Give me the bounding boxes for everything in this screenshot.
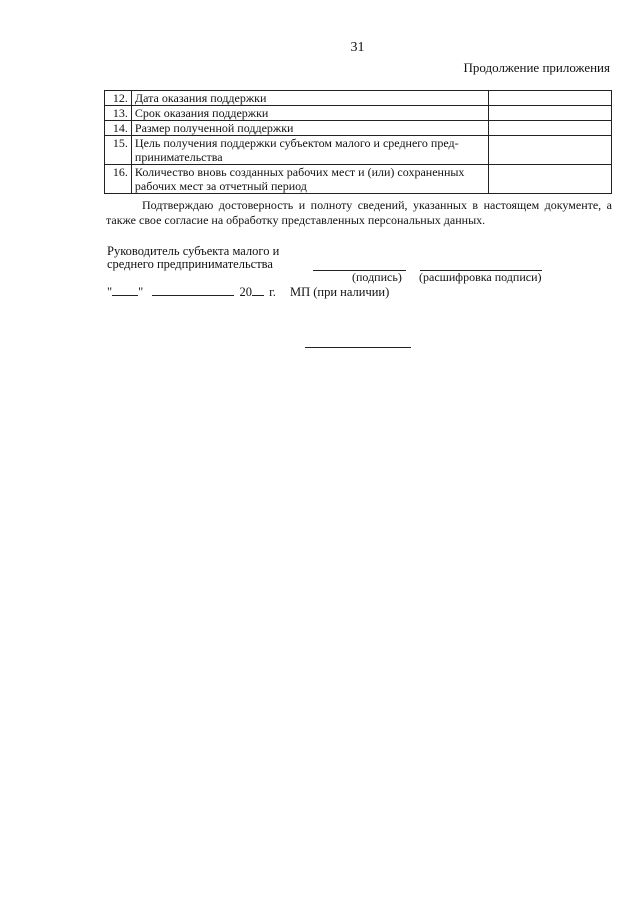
row-value [489, 91, 612, 106]
row-value [489, 106, 612, 121]
row-number: 13. [105, 106, 132, 121]
confirmation-paragraph: Подтверждаю достоверность и полноту сведений, указанных в настоящем документе, а также свое согласие на обработку представленных персональных данных. [106, 198, 612, 227]
row-value [489, 121, 612, 136]
head-title-line-1: Руководитель субъекта малого и [107, 244, 280, 258]
table-row [105, 106, 612, 121]
table-row [105, 91, 612, 106]
stamp-label: МП (при наличии) [290, 285, 390, 299]
support-table [104, 90, 612, 194]
head-title [107, 245, 279, 271]
day-blank[interactable] [112, 285, 138, 296]
date-line [107, 285, 276, 300]
row-label: Количество вновь созданных рабочих мест и (или) сохраненных рабочих мест за отчетный период [131, 165, 489, 194]
date-open-quote: " [107, 285, 113, 299]
row-value [489, 165, 612, 194]
signature-caption: (подпись) [352, 270, 402, 284]
table-row [105, 165, 612, 194]
continuation-label: Продолжение приложения [463, 60, 610, 75]
row-label: Срок оказания поддержки [131, 106, 489, 121]
row-number: 14. [105, 121, 132, 136]
date-close-quote: " [138, 285, 144, 299]
table-row [105, 136, 612, 165]
row-number: 15. [105, 136, 132, 165]
page-number: 31 [350, 40, 365, 55]
table-row [105, 121, 612, 136]
row-label: Размер полученной поддержки [131, 121, 489, 136]
month-blank[interactable] [152, 285, 234, 296]
row-number: 12. [105, 91, 132, 106]
year-blank[interactable] [252, 285, 264, 296]
footer-divider [305, 347, 411, 348]
head-title-line-2: среднего предпринимательства [107, 257, 273, 271]
row-number: 16. [105, 165, 132, 194]
row-value [489, 136, 612, 165]
signature-decoding-caption: (расшифровка подписи) [419, 270, 542, 284]
row-label: Цель получения поддержки субъектом малого и среднего пред- принимательства [131, 136, 489, 165]
row-label: Дата оказания поддержки [131, 91, 489, 106]
year-prefix: 20 [239, 285, 252, 299]
year-suffix: г. [269, 285, 276, 299]
